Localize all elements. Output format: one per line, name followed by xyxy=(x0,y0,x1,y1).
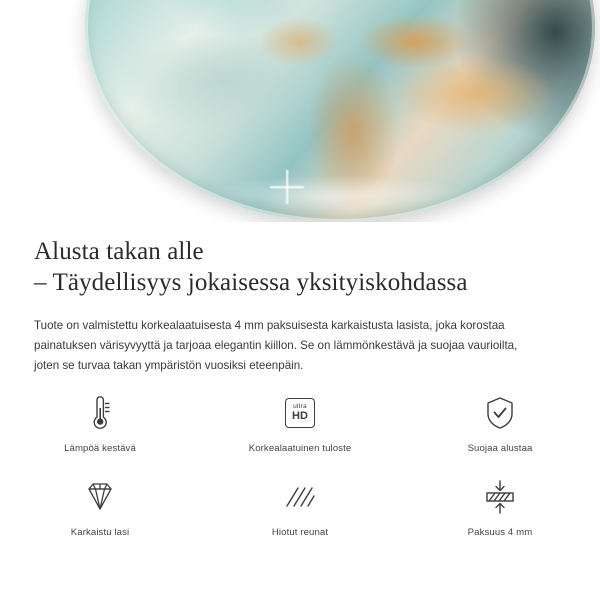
thickness-arrows-icon xyxy=(481,476,519,518)
ultra-hd-badge-bottom: HD xyxy=(292,410,308,423)
feature-label: Lämpöä kestävä xyxy=(64,443,136,454)
shield-check-icon xyxy=(483,392,517,434)
ultra-hd-icon xyxy=(285,392,315,434)
feature-polished-edges xyxy=(200,472,400,548)
feature-protects-surface xyxy=(400,388,600,464)
hero-image xyxy=(0,0,600,222)
feature-label: Korkealaatuinen tuloste xyxy=(248,443,352,454)
diamond-icon xyxy=(80,476,120,518)
feature-label: Hiotut reunat xyxy=(271,527,329,538)
body-paragraph: Tuote on valmistettu korkealaatuisesta 4 mm paksuisesta karkaistusta lasista, joka korostaa painatuksen värisyvyyttä ja tarjoaa elegantin kiillon. Se on lämmönkestävä ja suojaa vaurioilta, joten se turvaa takan ympäristön vuosiksi eteenpäin. xyxy=(34,319,518,372)
ultra-hd-badge-top: ultra xyxy=(293,402,307,410)
polished-edges-icon xyxy=(281,476,319,518)
feature-tempered-glass xyxy=(0,472,200,548)
text-content xyxy=(0,222,600,376)
feature-label: Karkaistu lasi xyxy=(70,527,130,538)
page-title xyxy=(0,222,600,298)
feature-grid xyxy=(0,388,600,548)
headline-line-2: – Täydellisyys jokaisessa yksityiskohdassa xyxy=(34,269,468,296)
headline-line-1: Alusta takan alle xyxy=(34,238,204,265)
feature-heat-resistant xyxy=(0,388,200,464)
feature-label: Suojaa alustaa xyxy=(467,443,533,454)
thermometer-icon xyxy=(83,392,117,434)
feature-high-quality-print xyxy=(200,388,400,464)
marble-round-glass-print xyxy=(85,0,595,222)
feature-label: Paksuus 4 mm xyxy=(467,527,533,538)
feature-thickness xyxy=(400,472,600,548)
